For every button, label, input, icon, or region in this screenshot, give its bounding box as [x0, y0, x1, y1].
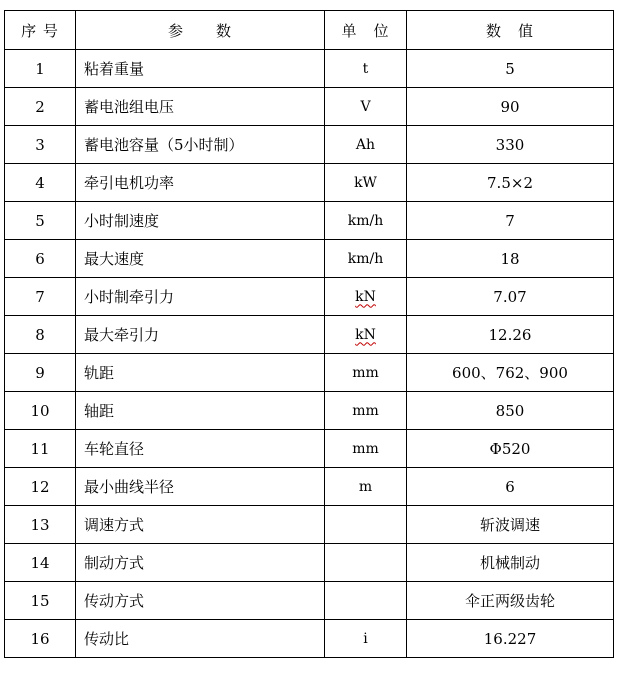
header-value: 数 值 [407, 11, 614, 50]
spellcheck-underlined-unit: kN [355, 288, 376, 305]
table-row [5, 50, 614, 88]
row-value: 7 [407, 202, 614, 240]
header-unit: 单 位 [325, 11, 407, 50]
table-row [5, 202, 614, 240]
table-row [5, 316, 614, 354]
spellcheck-underlined-unit: kN [355, 326, 376, 343]
row-param: 最大速度 [76, 240, 325, 278]
table-row [5, 164, 614, 202]
row-value: 7.07 [407, 278, 614, 316]
header-no: 序 号 [5, 11, 76, 50]
row-no: 4 [5, 164, 76, 202]
row-no: 13 [5, 506, 76, 544]
row-unit [325, 316, 407, 354]
row-unit: m [325, 468, 407, 506]
row-param: 粘着重量 [76, 50, 325, 88]
table-row [5, 392, 614, 430]
table-header-row [5, 11, 614, 50]
row-unit: V [325, 88, 407, 126]
row-param: 轨距 [76, 354, 325, 392]
table-row [5, 354, 614, 392]
row-no: 6 [5, 240, 76, 278]
row-unit: mm [325, 354, 407, 392]
row-unit [325, 582, 407, 620]
row-param: 蓄电池容量（5小时制） [76, 126, 325, 164]
table-row [5, 582, 614, 620]
header-param: 参 数 [76, 11, 325, 50]
row-unit: t [325, 50, 407, 88]
row-value: 7.5×2 [407, 164, 614, 202]
table-row [5, 240, 614, 278]
row-value: 850 [407, 392, 614, 430]
row-value: 90 [407, 88, 614, 126]
row-no: 10 [5, 392, 76, 430]
row-param: 牵引电机功率 [76, 164, 325, 202]
row-param: 小时制速度 [76, 202, 325, 240]
table-row [5, 620, 614, 658]
row-no: 8 [5, 316, 76, 354]
row-no: 12 [5, 468, 76, 506]
row-param: 蓄电池组电压 [76, 88, 325, 126]
table-row [5, 544, 614, 582]
row-unit [325, 278, 407, 316]
row-value: 斩波调速 [407, 506, 614, 544]
row-param: 车轮直径 [76, 430, 325, 468]
table-row [5, 88, 614, 126]
row-no: 5 [5, 202, 76, 240]
row-value: 16.227 [407, 620, 614, 658]
table-row [5, 126, 614, 164]
row-unit: i [325, 620, 407, 658]
row-unit [325, 544, 407, 582]
row-param: 最小曲线半径 [76, 468, 325, 506]
row-param: 调速方式 [76, 506, 325, 544]
row-value: 5 [407, 50, 614, 88]
row-param: 最大牵引力 [76, 316, 325, 354]
row-unit: mm [325, 430, 407, 468]
row-unit: km/h [325, 202, 407, 240]
row-unit: km/h [325, 240, 407, 278]
row-value: Φ520 [407, 430, 614, 468]
row-no: 11 [5, 430, 76, 468]
row-value: 600、762、900 [407, 354, 614, 392]
row-no: 2 [5, 88, 76, 126]
row-param: 制动方式 [76, 544, 325, 582]
row-no: 14 [5, 544, 76, 582]
row-unit: mm [325, 392, 407, 430]
table-row [5, 430, 614, 468]
spec-table [4, 10, 614, 658]
table-row [5, 278, 614, 316]
row-param: 轴距 [76, 392, 325, 430]
row-unit: Ah [325, 126, 407, 164]
table-row [5, 468, 614, 506]
row-unit [325, 506, 407, 544]
row-no: 9 [5, 354, 76, 392]
table-row [5, 506, 614, 544]
row-no: 3 [5, 126, 76, 164]
row-param: 小时制牵引力 [76, 278, 325, 316]
row-value: 6 [407, 468, 614, 506]
row-no: 16 [5, 620, 76, 658]
row-value: 机械制动 [407, 544, 614, 582]
row-param: 传动比 [76, 620, 325, 658]
row-param: 传动方式 [76, 582, 325, 620]
row-no: 7 [5, 278, 76, 316]
row-no: 15 [5, 582, 76, 620]
row-value: 伞正两级齿轮 [407, 582, 614, 620]
row-no: 1 [5, 50, 76, 88]
row-value: 12.26 [407, 316, 614, 354]
row-unit: kW [325, 164, 407, 202]
row-value: 330 [407, 126, 614, 164]
row-value: 18 [407, 240, 614, 278]
